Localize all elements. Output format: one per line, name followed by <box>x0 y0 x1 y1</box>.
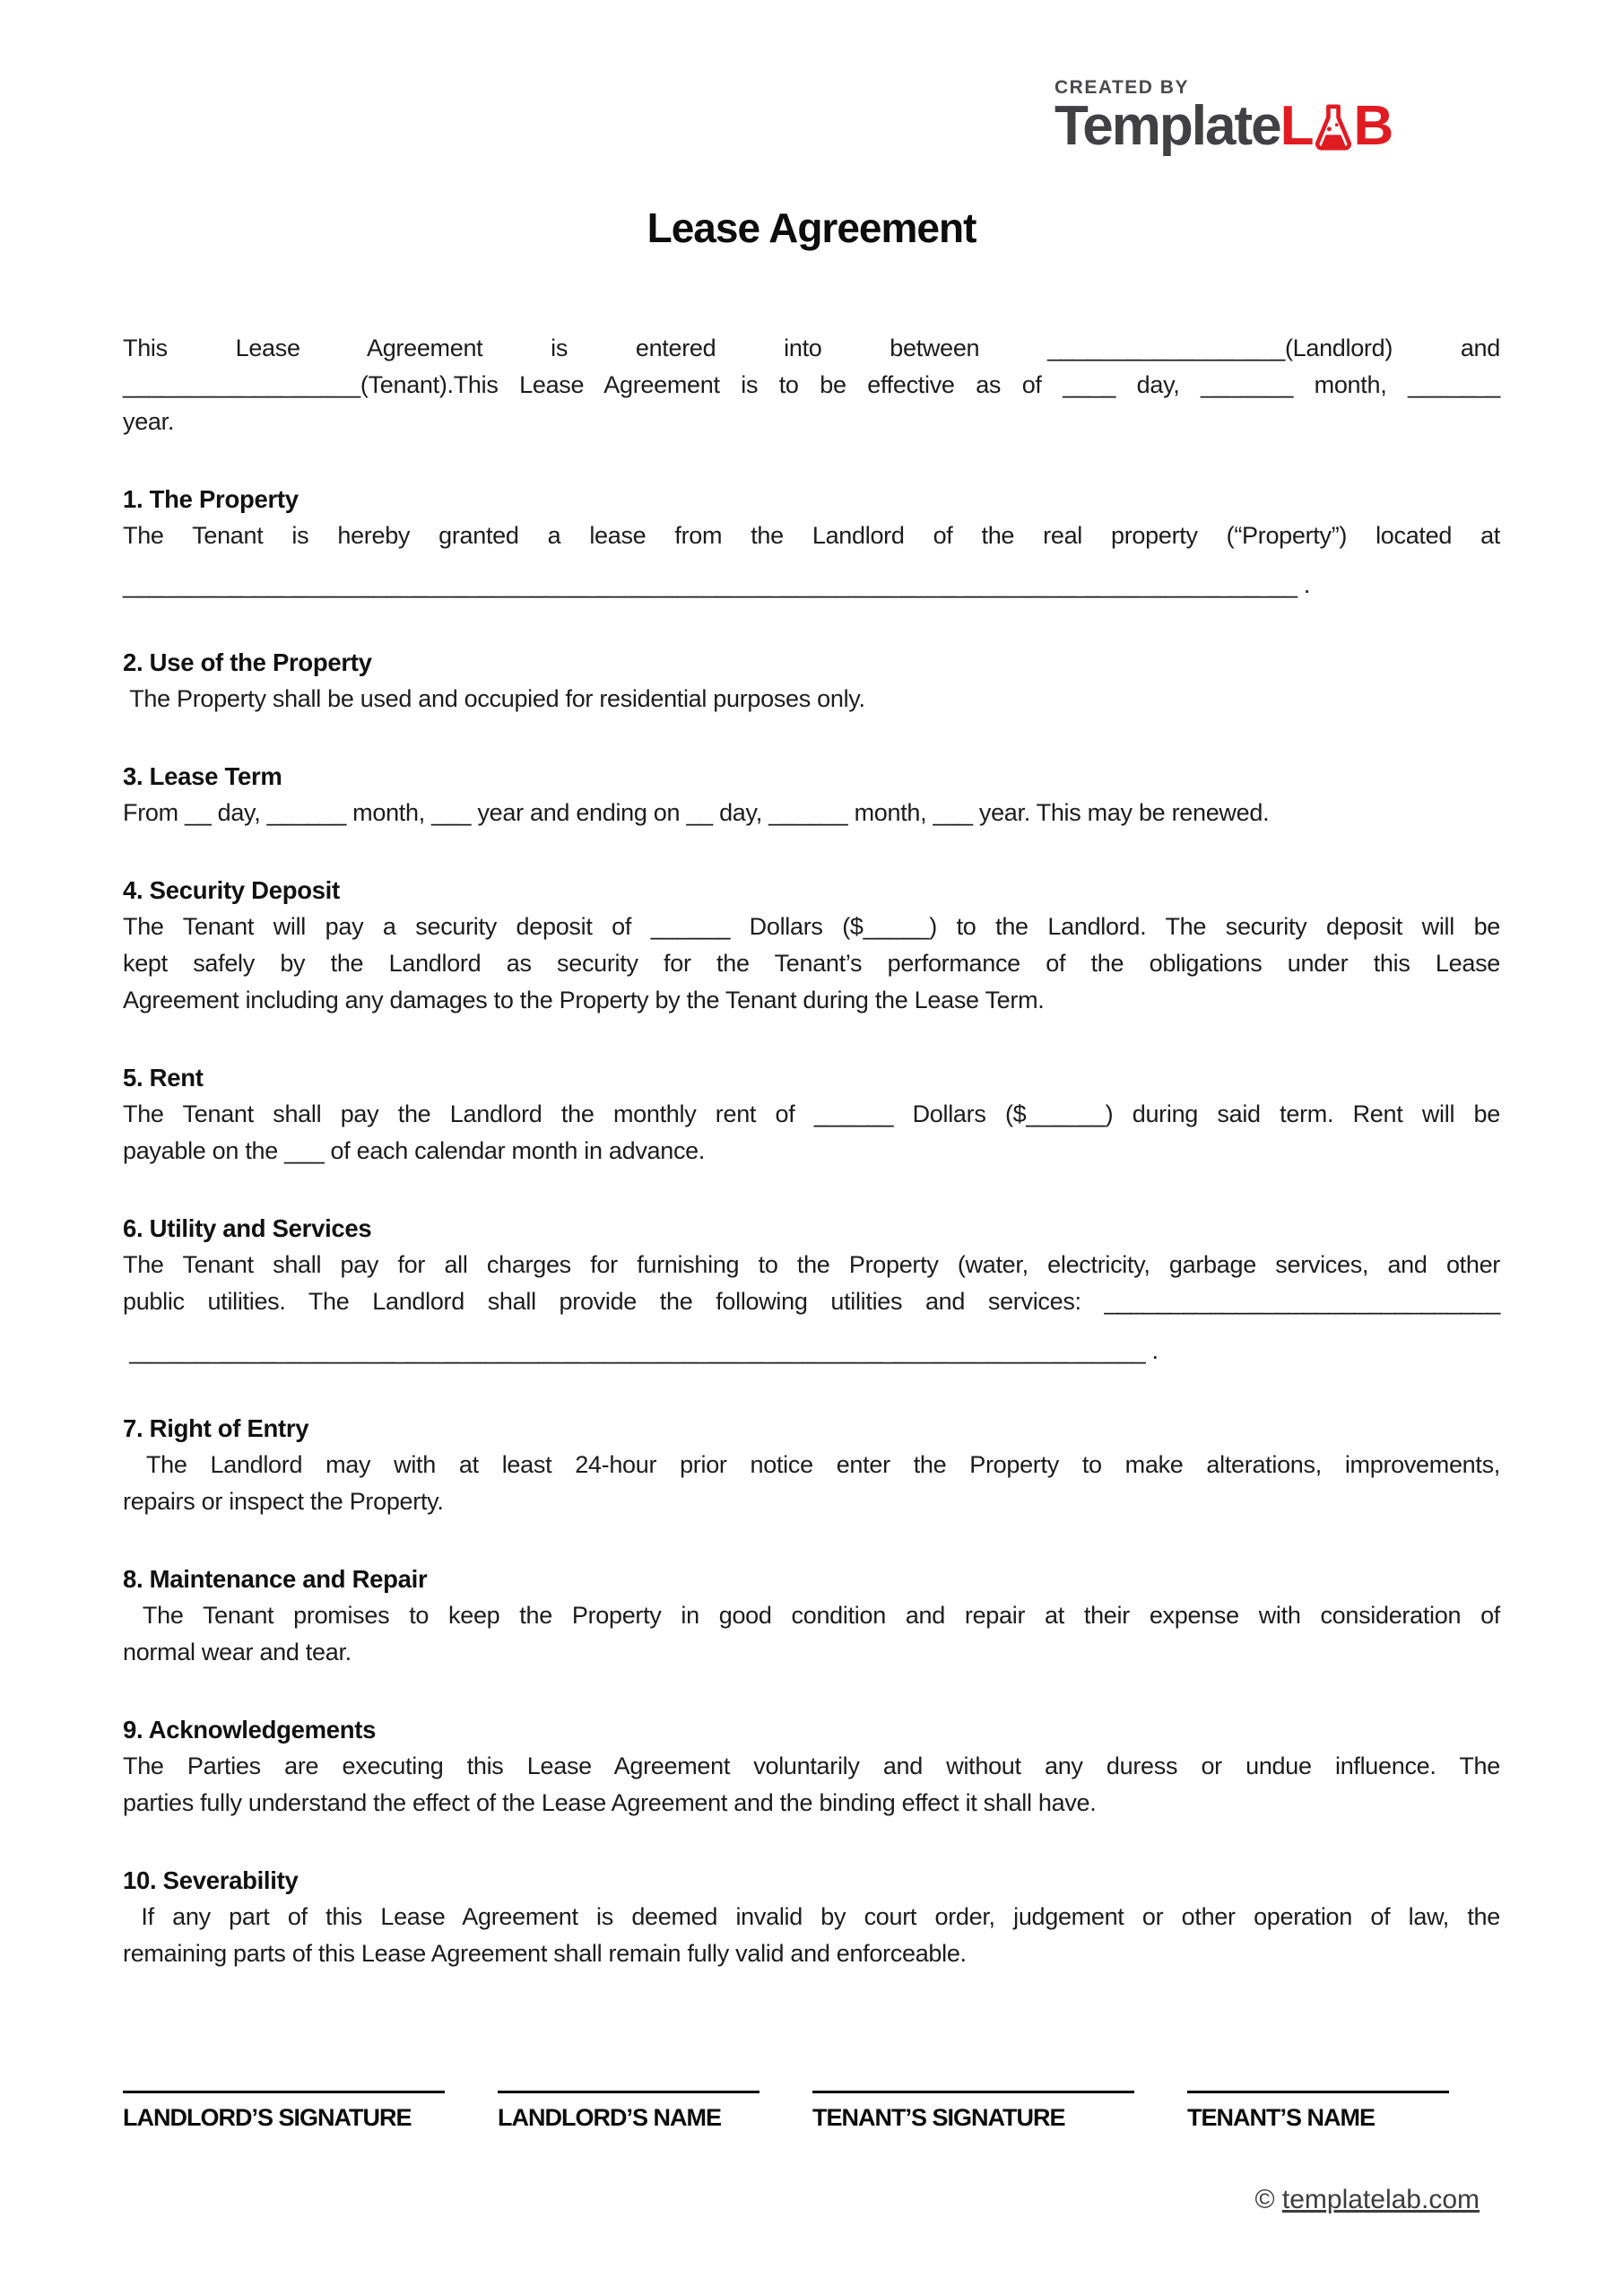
body-line: parties fully understand the effect of the Lease Agreement and the binding effect it shall have. <box>123 1789 1097 1816</box>
section-heading: 9. Acknowledgements <box>123 1716 377 1744</box>
section-lease-term <box>123 758 1500 831</box>
section-utility-and-services <box>123 1210 1500 1370</box>
intro-paragraph <box>123 330 1500 440</box>
body-line: Agreement including any damages to the Property by the Tenant during the Lease Term. <box>123 987 1045 1013</box>
section-heading: 10. Severability <box>123 1866 299 1894</box>
body-line: The Parties are executing this Lease Agreement voluntarily and without any duress or undue influence. The <box>123 1752 1500 1779</box>
signature-line <box>1187 2091 1449 2093</box>
signature-column-landlord-signature <box>123 2091 445 2132</box>
signature-label: TENANT’S NAME <box>1187 2104 1375 2131</box>
section-heading: 7. Right of Entry <box>123 1414 309 1442</box>
logo-lab-text <box>1280 95 1393 157</box>
section-the-property <box>123 481 1500 604</box>
section-heading: 5. Rent <box>123 1064 204 1091</box>
signature-line <box>498 2091 759 2093</box>
signature-column-landlord-name <box>498 2091 759 2132</box>
body-line: If any part of this Lease Agreement is deemed invalid by court order, judgement or other operation of law, the <box>123 1903 1500 1930</box>
body-line: kept safely by the Landlord as security for the Tenant’s performance of the obligations under this Lease <box>123 950 1500 977</box>
intro-line: year. <box>123 408 175 435</box>
section-security-deposit <box>123 872 1500 1019</box>
page-title: Lease Agreement <box>647 204 976 251</box>
intro-line: This Lease Agreement is entered into between __________________(Landlord) and <box>123 335 1500 361</box>
body-line: payable on the ___ of each calendar month in advance. <box>123 1137 706 1164</box>
signature-column-tenant-name <box>1187 2091 1449 2132</box>
section-heading: 4. Security Deposit <box>123 876 340 904</box>
body-line: The Tenant shall pay for all charges for furnishing to the Property (water, electricity, garbage services, and other <box>123 1251 1500 1278</box>
section-use-of-property <box>123 644 1500 718</box>
logo-template-text: Template <box>1055 95 1280 157</box>
logo-wordmark <box>1055 95 1393 157</box>
body-line: The Tenant shall pay the Landlord the monthly rent of ______ Dollars ($______) during said term. Rent will be <box>123 1100 1500 1127</box>
section-acknowledgements <box>123 1711 1500 1822</box>
body-line: repairs or inspect the Property. <box>123 1488 444 1515</box>
body-line: The Tenant promises to keep the Property in good condition and repair at their expense with consideration of <box>123 1602 1500 1629</box>
body-line: The Tenant will pay a security deposit of ______ Dollars ($_____) to the Landlord. The security deposit will be <box>123 913 1500 940</box>
section-heading: 8. Maintenance and Repair <box>123 1565 428 1593</box>
blank-fill-line: _____________________________________________________________________________ . <box>123 1337 1159 1364</box>
intro-line: __________________(Tenant).This Lease Agreement is to be effective as of ____ day, _______ month, _______ <box>123 371 1500 398</box>
section-heading: 1. The Property <box>123 485 299 513</box>
signature-label: TENANT’S SIGNATURE <box>812 2104 1065 2131</box>
footer <box>1254 2185 1480 2215</box>
templatelab-logo <box>1055 77 1393 157</box>
templatelab-link[interactable]: templatelab.com <box>1281 2185 1480 2214</box>
blank-fill-line: _________________________________________________________________________________________ . <box>123 571 1311 598</box>
body-line: The Landlord may with at least 24-hour prior notice enter the Property to make alterations, improvements, <box>123 1451 1500 1478</box>
signature-column-tenant-signature <box>812 2091 1134 2132</box>
body-line: remaining parts of this Lease Agreement shall remain fully valid and enforceable. <box>123 1940 967 1967</box>
section-rent <box>123 1059 1500 1170</box>
logo-created-by-label: CREATED BY <box>1055 77 1189 98</box>
document-content <box>123 330 1500 2132</box>
section-right-of-entry <box>123 1410 1500 1520</box>
body-line: normal wear and tear. <box>123 1639 352 1665</box>
copyright-symbol: © <box>1254 2185 1282 2214</box>
logo-lab-letter-l: L <box>1280 95 1313 157</box>
body-line: The Tenant is hereby granted a lease from the Landlord of the real property (“Property”) located at <box>123 522 1500 549</box>
section-heading: 3. Lease Term <box>123 762 282 790</box>
flask-icon <box>1315 104 1352 151</box>
section-heading: 2. Use of the Property <box>123 648 372 676</box>
signature-label: LANDLORD’S SIGNATURE <box>123 2104 412 2131</box>
section-severability <box>123 1862 1500 1972</box>
signature-row <box>123 2091 1450 2132</box>
section-heading: 6. Utility and Services <box>123 1214 372 1242</box>
body-line: public utilities. The Landlord shall provide the following utilities and services: ______________________________ <box>123 1288 1500 1315</box>
body-line: The Property shall be used and occupied for residential purposes only. <box>123 685 865 712</box>
section-maintenance-and-repair <box>123 1561 1500 1671</box>
body-line: From __ day, ______ month, ___ year and ending on __ day, ______ month, ___ year. This may be renewed. <box>123 799 1270 826</box>
signature-line <box>123 2091 445 2093</box>
signature-label: LANDLORD’S NAME <box>498 2104 721 2131</box>
logo-lab-letter-b: B <box>1353 95 1393 157</box>
signature-line <box>812 2091 1134 2093</box>
